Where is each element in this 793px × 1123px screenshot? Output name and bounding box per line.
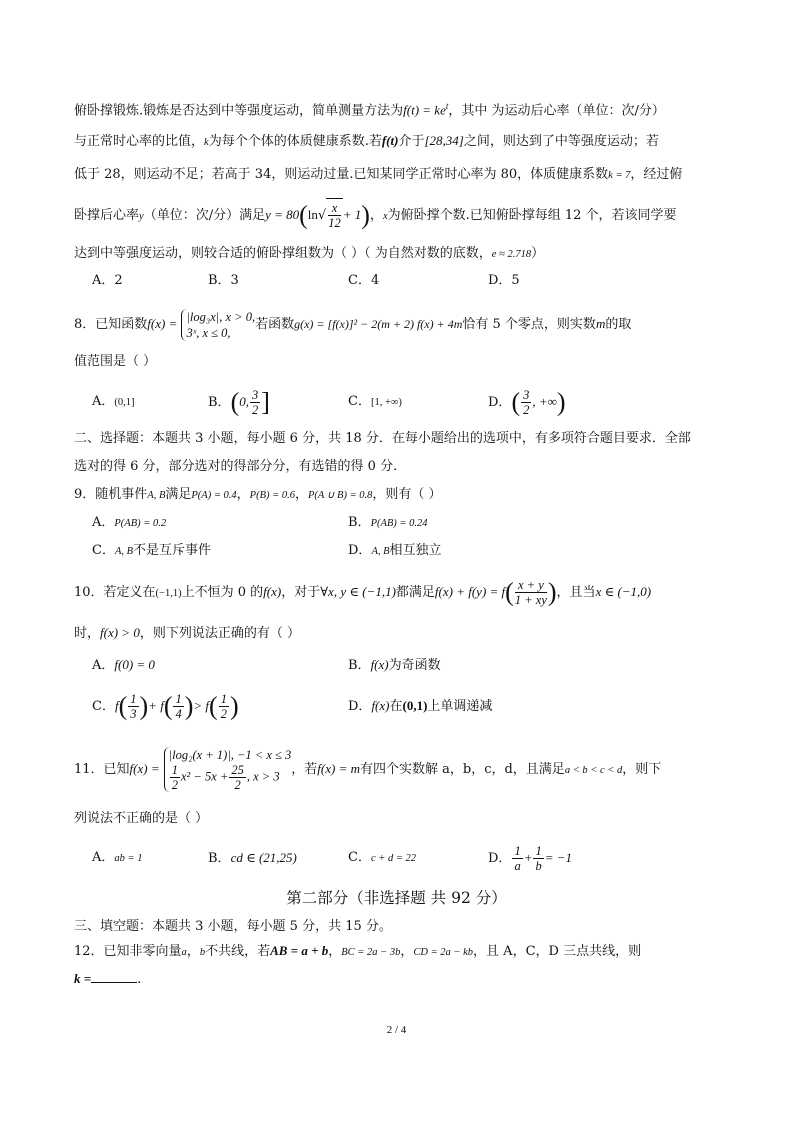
label: A． bbox=[92, 850, 115, 865]
text: 10．若定义在 bbox=[74, 585, 156, 600]
q10-option-b bbox=[348, 656, 441, 675]
formula: AB = a + b bbox=[270, 943, 329, 958]
var-k: k bbox=[204, 137, 209, 148]
text: 时， bbox=[74, 626, 101, 641]
frac-den: 2 bbox=[220, 707, 227, 721]
formula: > f bbox=[193, 698, 210, 713]
formula: ∀x, y ∈ (−1,1) bbox=[320, 584, 396, 599]
section-2-line-2: 选对的得 6 分，部分选对的得部分分，有选错的得 0 分． bbox=[74, 459, 407, 474]
frac-den: 2 bbox=[523, 403, 530, 417]
formula: = −1 bbox=[544, 850, 573, 865]
frac-den: 12 bbox=[328, 216, 341, 230]
text: ，对于 bbox=[281, 585, 321, 600]
case-2: 3ˣ, x ≤ 0, bbox=[186, 325, 231, 340]
q10-option-a bbox=[92, 656, 155, 675]
formula: cd ∈ (21,25) bbox=[230, 850, 297, 865]
text: ， bbox=[369, 208, 383, 223]
formula: f(t) = ke bbox=[403, 102, 446, 118]
q8-option-c bbox=[348, 382, 402, 423]
text: 的取 bbox=[605, 317, 632, 332]
piecewise bbox=[164, 747, 292, 792]
section-3-heading: 三、填空题：本题共 3 小题，每小题 5 分，共 15 分。 bbox=[74, 919, 392, 934]
text: 俯卧撑锻炼.锻炼是否达到中等强度运动，简单测量方法为 bbox=[74, 103, 404, 119]
formula: P(AB) = 0.24 bbox=[370, 518, 428, 529]
formula: ab = 1 bbox=[114, 853, 143, 864]
q11-option-d bbox=[488, 840, 572, 877]
formula: P(A) = 0.4 bbox=[191, 490, 237, 501]
formula: + bbox=[523, 850, 533, 865]
text: 上不恒为 0 的 bbox=[181, 585, 264, 600]
q10-option-c: C．f( $\frac{1}{3}$ )+ f( $\frac{1}{4}$ )> f( $\frac{1}{2}$ ) bbox=[92, 691, 239, 721]
formula: f bbox=[114, 698, 119, 713]
text: 12．已知非零向量 bbox=[74, 944, 182, 959]
frac-den: 4 bbox=[175, 707, 182, 721]
var-y: y bbox=[139, 211, 144, 222]
piecewise bbox=[181, 309, 255, 341]
label: D． bbox=[348, 699, 372, 714]
formula: , +∞ bbox=[532, 394, 557, 409]
q12-line-1 bbox=[74, 942, 641, 962]
text: ， bbox=[400, 944, 414, 959]
text: 卧撑后心率 bbox=[74, 208, 140, 223]
frac-den: 2 bbox=[171, 778, 178, 792]
case-2: , x > 3 bbox=[246, 769, 280, 784]
q11-stem bbox=[74, 740, 661, 800]
superscript: t bbox=[445, 101, 449, 111]
formula: e ≈ 2.718 bbox=[491, 249, 532, 260]
q7-option-a: A．2 bbox=[92, 273, 123, 288]
text: ） bbox=[531, 246, 545, 261]
text: 介于 bbox=[398, 134, 425, 149]
q11-option-b bbox=[208, 840, 297, 877]
formula: y = 80 bbox=[265, 207, 300, 222]
frac-num: 3 bbox=[523, 388, 530, 402]
label: B． bbox=[348, 515, 371, 530]
q8-line-2: 值范围是（ ） bbox=[74, 354, 157, 369]
frac-num: 1 bbox=[514, 844, 521, 858]
label: C． bbox=[348, 850, 371, 865]
vector-b: b bbox=[199, 947, 206, 958]
q7-line-3 bbox=[74, 166, 682, 185]
text: 满足 bbox=[165, 487, 192, 502]
formula: g(x) = [f(x)]² − 2(m + 2) f(x) + 4m bbox=[294, 317, 463, 331]
text: 上单调递减 bbox=[427, 699, 493, 714]
frac-num: 1 bbox=[130, 692, 137, 706]
text: 11．已知 bbox=[74, 762, 130, 777]
formula: P(AB) = 0.2 bbox=[114, 518, 167, 529]
q9-option-d bbox=[348, 542, 442, 561]
q9-option-a bbox=[92, 514, 166, 533]
q12-line-2: k = . bbox=[74, 971, 142, 987]
text: ，则下 bbox=[622, 762, 662, 777]
label: A． bbox=[92, 515, 115, 530]
formula: f(x) = bbox=[129, 761, 160, 776]
case-2: x² − 5x + bbox=[181, 769, 229, 784]
label: D． bbox=[488, 851, 512, 866]
paren-close: ) bbox=[361, 200, 370, 230]
formula: f(x) = bbox=[147, 316, 178, 331]
var-m: m bbox=[595, 316, 606, 331]
text: ，经过俯 bbox=[630, 167, 683, 182]
case-1: |log₃x|, x > 0, bbox=[186, 309, 256, 324]
q9-stem bbox=[74, 486, 442, 505]
frac-num: 1 bbox=[171, 763, 178, 777]
formula: A, B bbox=[147, 490, 166, 501]
q11-option-a bbox=[92, 840, 142, 877]
text: ，且 A，C，D 三点共线，则 bbox=[473, 944, 642, 959]
formula: f(x) > 0 bbox=[100, 625, 140, 640]
label: B． bbox=[208, 851, 231, 866]
formula: (0,1] bbox=[114, 397, 135, 408]
text: 8．已知函数 bbox=[74, 317, 148, 332]
text: 为俯卧撑个数.已知俯卧撑每组 12 个，若该同学要 bbox=[387, 208, 677, 223]
formula: f(x) bbox=[371, 698, 390, 713]
label: B． bbox=[348, 658, 371, 673]
text: 达到中等强度运动，则较合适的俯卧撑组数为（ ）（ 为自然对数的底数， bbox=[74, 246, 492, 261]
frac-den: 2 bbox=[234, 778, 241, 792]
frac-num: x + y bbox=[515, 578, 547, 593]
page-number: 2 / 4 bbox=[386, 1024, 407, 1036]
label: B． bbox=[208, 395, 231, 410]
text: 恰有 5 个零点，则实数 bbox=[462, 317, 596, 332]
q7-line-2 bbox=[74, 132, 659, 152]
text: ，则下列说法正确的有（ ） bbox=[139, 626, 300, 641]
label: D． bbox=[348, 543, 372, 558]
text: ，且当 bbox=[556, 585, 596, 600]
text: ，则有（ ） bbox=[372, 487, 442, 502]
label: D． bbox=[488, 395, 512, 410]
q7-option-b: B．3 bbox=[208, 273, 239, 288]
frac-den: 3 bbox=[130, 707, 137, 721]
formula: k = 7 bbox=[608, 170, 631, 181]
q7-line-5 bbox=[74, 245, 544, 264]
text: 与正常时心率的比值， bbox=[74, 134, 205, 149]
formula: + 1 bbox=[342, 207, 362, 222]
formula: f(0) = 0 bbox=[114, 657, 155, 672]
frac-num: 1 bbox=[175, 692, 182, 706]
case-1: |log₂(x + 1)|, −1 < x ≤ 3 bbox=[168, 748, 292, 762]
text: 在 bbox=[389, 699, 403, 714]
q9-option-c bbox=[92, 542, 211, 561]
label: C． bbox=[348, 394, 371, 409]
q11-line-2: 列说法不正确的是（ ） bbox=[74, 811, 209, 826]
q8-option-a bbox=[92, 382, 135, 423]
text: 不是互斥事件 bbox=[133, 543, 212, 558]
text: ，其中 为运动后心率（单位：次/分） bbox=[448, 103, 665, 119]
text: 不共线，若 bbox=[205, 944, 271, 959]
answer-blank[interactable] bbox=[91, 970, 137, 983]
q7-line-1 bbox=[74, 97, 665, 120]
frac-den: a bbox=[514, 859, 521, 873]
var-x: x bbox=[382, 211, 388, 222]
frac-den: b bbox=[535, 859, 542, 873]
q10-option-d bbox=[348, 697, 492, 716]
formula: k = bbox=[74, 971, 92, 986]
q11-option-c bbox=[348, 840, 416, 877]
label: C． bbox=[92, 543, 115, 558]
formula: BC = 2a − 3b bbox=[341, 947, 401, 958]
text: 为每个个体的体质健康系数.若 bbox=[208, 134, 382, 149]
q10-stem: 10．若定义在(−1,1)上不恒为 0 的f(x)，对于∀x, y ∈ (−1,1)都满足f(x) + f(y) = f( $\frac{x + y}{1 + xy}$ )，且当x ∈ (−1,0) bbox=[74, 577, 652, 607]
frac-den: 1 + xy bbox=[514, 593, 547, 607]
text: ， bbox=[236, 487, 250, 502]
text: ， bbox=[186, 944, 200, 959]
text: 低于 28，则运动不足；若高于 34，则运动过量.已知某同学正常时心率为 80，体质健康系数 bbox=[74, 167, 609, 182]
text: 有四个实数解 a，b，c，d，且满足 bbox=[360, 762, 565, 777]
text: 都满足 bbox=[395, 585, 435, 600]
frac-num: 1 bbox=[220, 692, 227, 706]
formula: (−1,1) bbox=[155, 588, 182, 599]
label: A． bbox=[92, 658, 115, 673]
text: 若函数 bbox=[255, 317, 295, 332]
q7-line-4: 卧撑后心率y（单位：次/分）满足y = 80(ln√ $\frac{x}{12}$ + 1)，x为俯卧撑个数.已知俯卧撑每组 12 个，若该同学要 bbox=[74, 198, 677, 234]
text: （单位：次/分）满足 bbox=[143, 208, 266, 223]
formula: f(x) bbox=[370, 657, 389, 672]
text: 9．随机事件 bbox=[74, 487, 148, 502]
formula: P(B) = 0.6 bbox=[249, 490, 295, 501]
formula: x ∈ (−1,0) bbox=[595, 584, 652, 599]
formula: + f bbox=[148, 698, 164, 713]
label: C． bbox=[92, 699, 115, 714]
q7-option-c: C．4 bbox=[348, 273, 380, 288]
formula: a < b < c < d bbox=[564, 765, 623, 776]
text: 相互独立 bbox=[389, 543, 442, 558]
frac-num: 25 bbox=[231, 763, 244, 777]
formula: 0, bbox=[239, 394, 249, 409]
text: 为奇函数 bbox=[388, 658, 441, 673]
paren-open: ( bbox=[299, 200, 308, 230]
frac-num: 3 bbox=[251, 388, 259, 402]
formula: P(A ∪ B) = 0.8 bbox=[307, 490, 373, 501]
formula: f(x) = m bbox=[317, 761, 360, 776]
formula: A, B bbox=[114, 546, 134, 557]
formula: f(x) bbox=[263, 584, 282, 599]
vector-a: a bbox=[181, 947, 187, 958]
part-2-heading: 第二部分（非选择题 共 92 分） bbox=[286, 889, 507, 907]
formula: [1, +∞) bbox=[370, 397, 402, 408]
q8-option-b: B．(0, $\frac{3}{2}$ ] bbox=[208, 387, 270, 417]
formula: CD = 2a − kb bbox=[413, 947, 474, 958]
text: ，若 bbox=[291, 762, 318, 777]
frac-den: 2 bbox=[251, 403, 259, 417]
ln: ln bbox=[307, 207, 318, 222]
formula: (0,1) bbox=[402, 698, 428, 713]
q7-option-d: D．5 bbox=[488, 273, 520, 288]
q8-line-1 bbox=[74, 306, 631, 343]
frac-num: 1 bbox=[535, 844, 542, 858]
q9-option-b bbox=[348, 514, 428, 533]
interval: [28,34] bbox=[424, 133, 464, 148]
q8-option-d: D．( $\frac{3}{2}$ , +∞) bbox=[488, 387, 566, 417]
text: ， bbox=[328, 944, 342, 959]
text: ， bbox=[294, 487, 308, 502]
formula: A, B bbox=[371, 546, 390, 557]
formula: c + d = 22 bbox=[370, 853, 417, 864]
formula: f(t) bbox=[381, 133, 399, 148]
text: 之间，则达到了中等强度运动；若 bbox=[463, 134, 659, 149]
label: A． bbox=[92, 394, 115, 409]
q10-line-2 bbox=[74, 624, 300, 643]
section-2-line-1: 二、选择题：本题共 3 小题，每小题 6 分，共 18 分．在每小题给出的选项中，有多项符合题目要求．全部 bbox=[74, 431, 691, 446]
frac-num: x bbox=[328, 201, 341, 216]
formula: f(x) + f(y) = f bbox=[434, 584, 506, 599]
